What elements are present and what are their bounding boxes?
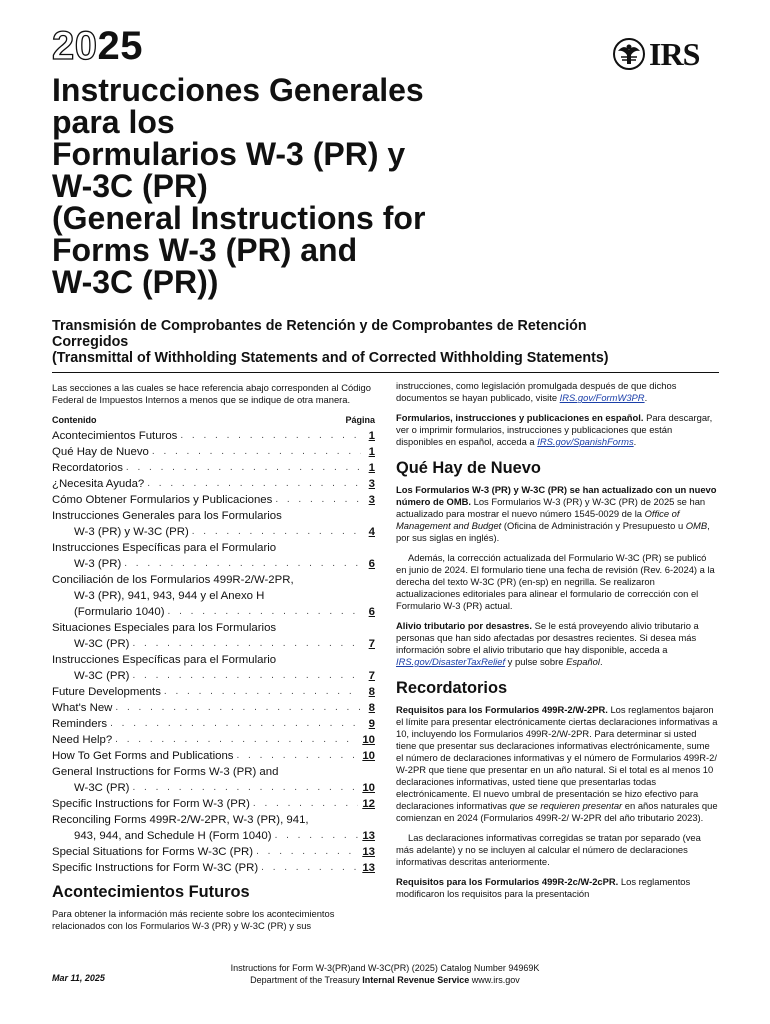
toc-page-link[interactable]: 6	[368, 606, 375, 618]
document-subtitle	[52, 318, 732, 366]
subtitle-line: Transmisión de Comprobantes de Retención y de Comprobantes de Retención	[52, 318, 587, 334]
header-divider	[52, 372, 719, 373]
toc-entry[interactable]: What's New . . . 8	[52, 700, 375, 716]
toc-page-link[interactable]: 6	[368, 558, 375, 570]
title-line: para los	[52, 104, 175, 140]
title-line: (General Instructions for	[52, 200, 426, 236]
toc-page-link[interactable]: 10	[362, 750, 375, 762]
year-solid: 25	[97, 24, 143, 68]
document-title	[52, 74, 472, 298]
intro-note: Las secciones a las cuales se hace referencia abajo corresponden al Código Federal de Impuestos Internos a menos que se indique de otra manera.	[52, 382, 371, 405]
toc-entry[interactable]: Cómo Obtener Formularios y Publicaciones . . . 3	[52, 492, 375, 508]
toc-page-link[interactable]: 1	[368, 446, 375, 458]
futuros-paragraph: Para obtener la información más reciente sobre los acontecimientos relacionados con los Formularios W-3 (PR) y W-3C (PR) y sus	[52, 908, 335, 931]
section-heading-recordatorios: Recordatorios	[396, 679, 508, 697]
toc-page-link[interactable]: 13	[362, 830, 375, 842]
title-line: Instrucciones Generales	[52, 72, 424, 108]
toc-page-link[interactable]: 7	[368, 638, 375, 650]
toc-entry[interactable]: Instrucciones Específicas para el Formulario W-3C (PR) . . . 7	[52, 652, 375, 684]
toc-entry[interactable]: Situaciones Especiales para los Formularios W-3C (PR) . . . 7	[52, 620, 375, 652]
toc-page-link[interactable]: 10	[362, 734, 375, 746]
year-outline: 20	[52, 24, 98, 68]
omb-paragraph: Los Formularios W-3 (PR) y W-3C (PR) se han actualizado con un nuevo número de OMB. Los Formularios W-3 (PR) y W-3C (PR) de 2025 se han actualizado para mostrar el nuevo número 1545-0029 de la Office of Management and Budget (Oficina de Administración y Presupuesto u OMB, por sus siglas en inglés).	[396, 484, 717, 543]
alivio-paragraph: Alivio tributario por desastres. Se le está proveyendo alivio tributario a personas que han sido afectadas por desastres recientes. Si desea más información sobre el alivio tributario que hay disponible, acceda a IRS.gov/DisasterTaxRelief y pulse sobre Español.	[396, 620, 699, 667]
table-of-contents	[52, 428, 375, 876]
toc-page-link[interactable]: 10	[362, 782, 375, 794]
continuation-paragraph: instrucciones, como legislación promulgada después de que dichos documentos se hayan publicado, visite IRS.gov/FormW3PR.	[396, 380, 677, 403]
title-line: W-3C (PR))	[52, 264, 219, 300]
footer-date: Mar 11, 2025	[52, 973, 105, 983]
requisitos-499r2c-paragraph: Requisitos para los Formularios 499R-2c/W-2cPR. Los reglamentos modificaron los requisitos para la presentación	[396, 876, 691, 899]
toc-header-contents: Contenido	[52, 415, 97, 425]
toc-page-link[interactable]: 8	[368, 686, 375, 698]
toc-entry[interactable]: Qué Hay de Nuevo . . . 1	[52, 444, 375, 460]
toc-entry[interactable]: Need Help? . . . 10	[52, 732, 375, 748]
section-heading-nuevo: Qué Hay de Nuevo	[396, 459, 541, 477]
toc-page-link[interactable]: 13	[362, 862, 375, 874]
toc-entry[interactable]: Future Developments . . . 8	[52, 684, 375, 700]
toc-entry[interactable]: Reminders . . . 9	[52, 716, 375, 732]
irs-logo	[612, 36, 716, 72]
irs-formw3pr-link[interactable]: IRS.gov/FormW3PR	[559, 392, 645, 403]
spanish-forms-paragraph: Formularios, instrucciones y publicaciones en español. Para descargar, ver o imprimir formularios, instrucciones y publicaciones que están disponibles en español, acceda a IRS.gov/SpanishForms.	[396, 412, 713, 447]
toc-entry[interactable]: How To Get Forms and Publications . . . 10	[52, 748, 375, 764]
irs-logo-text: IRS	[649, 36, 700, 72]
toc-entry[interactable]: Acontecimientos Futuros . . . 1	[52, 428, 375, 444]
disaster-relief-link[interactable]: IRS.gov/DisasterTaxRelief	[396, 656, 506, 667]
toc-page-link[interactable]: 12	[362, 798, 375, 810]
toc-entry[interactable]: Recordatorios . . . 1	[52, 460, 375, 476]
title-line: W-3C (PR)	[52, 168, 208, 204]
corregidas-paragraph: Las declaraciones informativas corregidas se tratan por separado (vea más adelante) y no se incluyen al calcular el número de declaraciones informativas descritas anteriormente.	[396, 832, 701, 867]
toc-page-link[interactable]: 9	[368, 718, 375, 730]
toc-entry[interactable]: Specific Instructions for Form W-3C (PR) . . . 13	[52, 860, 375, 876]
toc-page-link[interactable]: 3	[368, 494, 375, 506]
toc-page-link[interactable]: 3	[368, 478, 375, 490]
subtitle-line: Corregidos	[52, 334, 129, 350]
requisitos-499r2-paragraph: Requisitos para los Formularios 499R-2/W-2PR. Los reglamentos bajaron el límite para presentar electrónicamente ciertas declaraciones informativas a 10, incluyendo los Formularios 499R-2/W-2PR. Para determinar si usted tiene que presentar sus declaraciones informativas electrónicamente, sume el número de declaraciones informativas y el número de Formularios 499R-2/ W-2PR que tiene que presentar en un año natural. Si el total es al menos 10 declaraciones informativas, usted tiene que presentarlas todas electrónicamente. El nuevo umbral de presentación se hizo efectivo para declaraciones informativas que se requieren presentar en años naturales que comienzan en 2024 (Formularios 499R-2/ W-2PR del año tributario 2023).	[396, 704, 718, 823]
toc-entry[interactable]: Specific Instructions for Form W-3 (PR) . . . 12	[52, 796, 375, 812]
toc-page-link[interactable]: 13	[362, 846, 375, 858]
section-heading-futuros: Acontecimientos Futuros	[52, 883, 250, 901]
title-line: Forms W-3 (PR) and	[52, 232, 358, 268]
toc-entry[interactable]: Instrucciones Específicas para el Formulario W-3 (PR) . . . 6	[52, 540, 375, 572]
toc-entry[interactable]: Conciliación de los Formularios 499R-2/W-2PR, W-3 (PR), 941, 943, 944 y el Anexo H (Formulario 1040) . . . 6	[52, 572, 375, 620]
toc-entry[interactable]: General Instructions for Forms W-3 (PR) and W-3C (PR) . . . 10	[52, 764, 375, 796]
eagle-icon	[612, 37, 646, 71]
toc-entry[interactable]: Reconciling Forms 499R-2/W-2PR, W-3 (PR), 941, 943, 944, and Schedule H (Form 1040) . . . 13	[52, 812, 375, 844]
right-column	[396, 380, 719, 900]
subtitle-line: (Transmittal of Withholding Statements and of Corrected Withholding Statements)	[52, 350, 609, 366]
title-line: Formularios W-3 (PR) y	[52, 136, 406, 172]
spanish-forms-link[interactable]: IRS.gov/SpanishForms	[537, 436, 634, 447]
toc-entry[interactable]: ¿Necesita Ayuda? . . . 3	[52, 476, 375, 492]
toc-header	[52, 414, 375, 426]
toc-header-page: Página	[345, 415, 375, 425]
left-column	[52, 380, 375, 932]
toc-entry[interactable]: Special Situations for Forms W-3C (PR) . . . 13	[52, 844, 375, 860]
toc-entry[interactable]: Instrucciones Generales para los Formularios W-3 (PR) y W-3C (PR) . . . 4	[52, 508, 375, 540]
toc-page-link[interactable]: 8	[368, 702, 375, 714]
toc-page-link[interactable]: 1	[368, 430, 375, 442]
toc-page-link[interactable]: 4	[368, 526, 375, 538]
footer-department-line: Department of the Treasury Internal Revenue Service www.irs.gov	[250, 975, 520, 985]
toc-page-link[interactable]: 1	[368, 462, 375, 474]
correccion-paragraph: Además, la corrección actualizada del Formulario W-3C (PR) se publicó en junio de 2024. El formulario tiene una fecha de revisión (Rev. 6-2024) a la derecha del texto W-3C (PR) (en-sp) en negrilla. Se realizaron actualizaciones editoriales para alinear el formulario de corrección con el Formulario W-3 (PR) actual.	[396, 552, 715, 611]
form-year	[52, 24, 143, 68]
footer-catalog-line: Instructions for Form W-3(PR)and W-3C(PR) (2025) Catalog Number 94969K	[230, 963, 540, 973]
toc-page-link[interactable]: 7	[368, 670, 375, 682]
